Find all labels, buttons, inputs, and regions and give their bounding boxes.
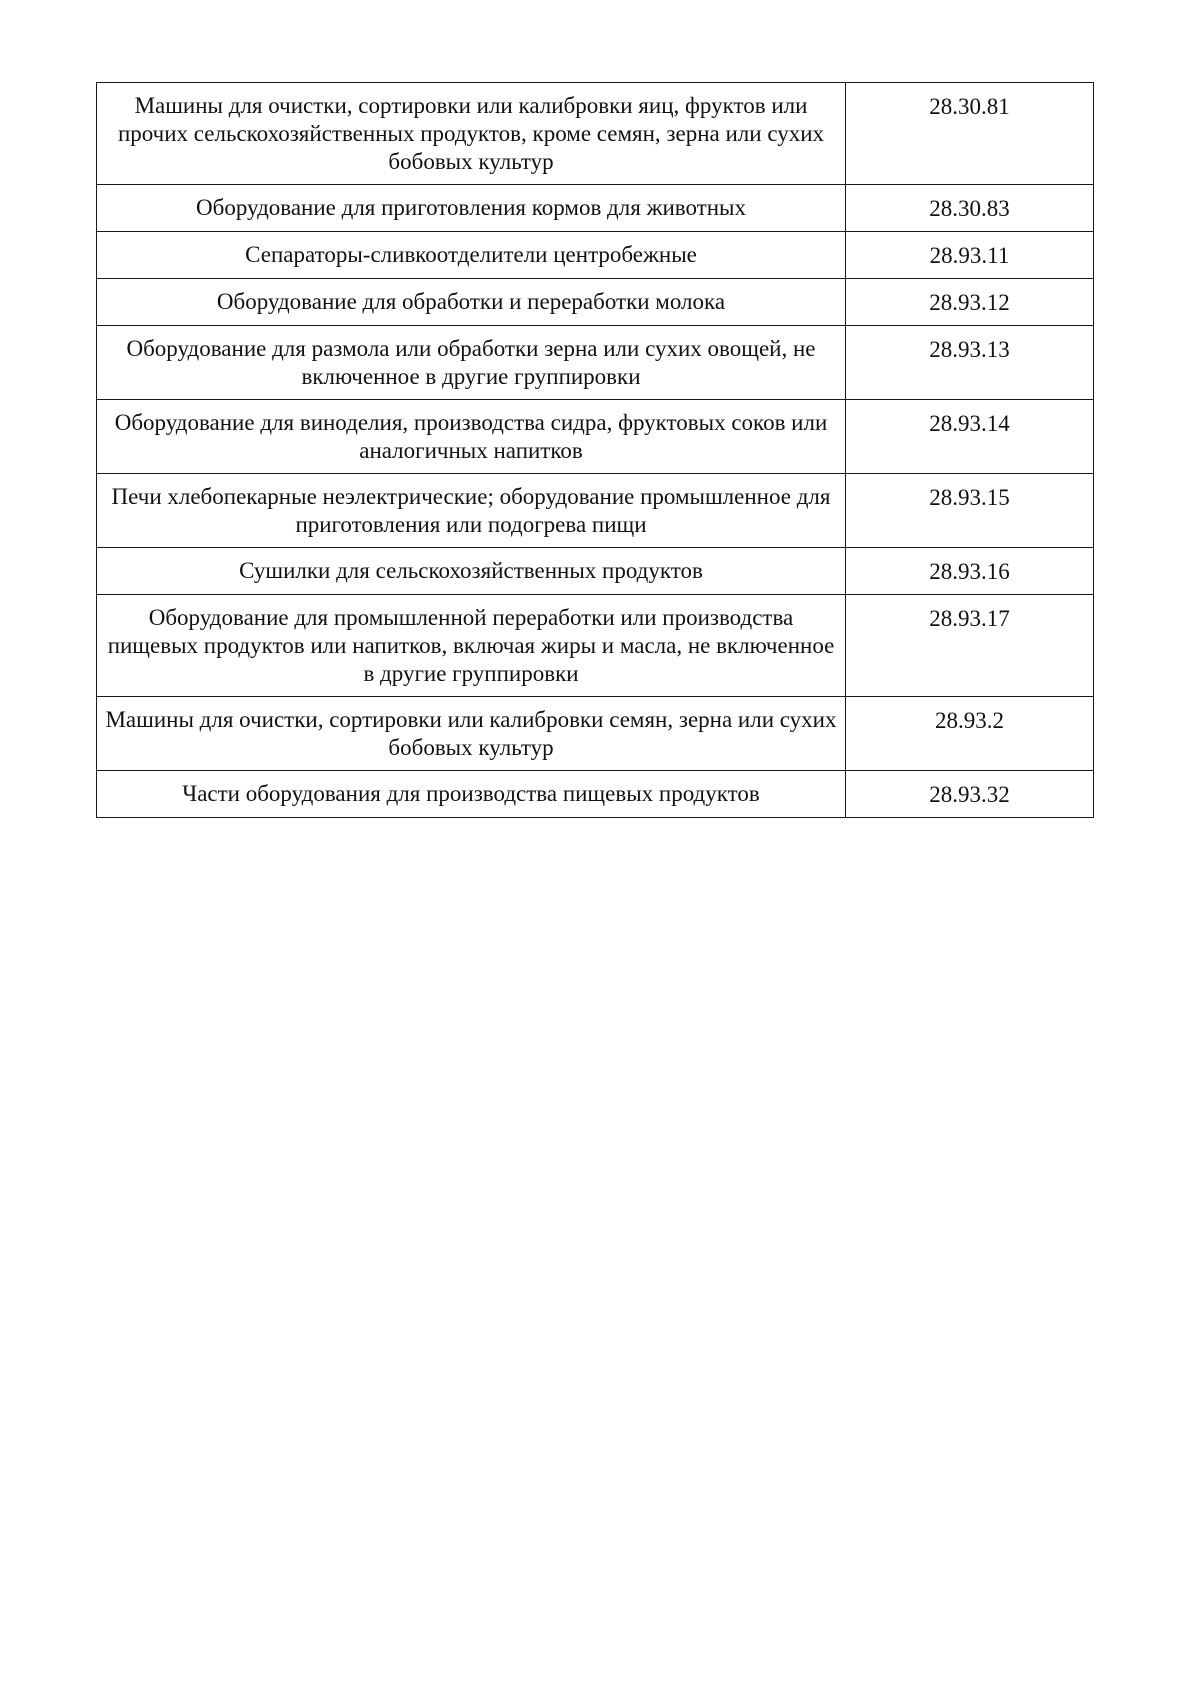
blank-page-area (0, 900, 1200, 1695)
row-name-cell: Машины для очистки, сортировки или калибровки семян, зерна или сухих бобовых культур (97, 697, 846, 771)
table-row (97, 232, 1094, 279)
table-row (97, 771, 1094, 818)
row-code-cell: 28.93.16 (846, 548, 1094, 595)
table-row (97, 595, 1094, 697)
row-name-cell: Печи хлебопекарные неэлектрические; оборудование промышленное для приготовления или подогрева пищи (97, 474, 846, 548)
table-row (97, 326, 1094, 400)
row-name-cell: Оборудование для виноделия, производства сидра, фруктовых соков или аналогичных напитков (97, 400, 846, 474)
table-row (97, 185, 1094, 232)
row-code-cell: 28.93.14 (846, 400, 1094, 474)
row-code-cell: 28.93.12 (846, 279, 1094, 326)
row-code-cell: 28.30.81 (846, 83, 1094, 185)
equipment-codes-table (96, 82, 1094, 818)
row-name-cell: Оборудование для промышленной переработки или производства пищевых продуктов или напитков, включая жиры и масла, не включенное в другие группировки (97, 595, 846, 697)
row-name-cell: Машины для очистки, сортировки или калибровки яиц, фруктов или прочих сельскохозяйственных продуктов, кроме семян, зерна или сухих бобовых культур (97, 83, 846, 185)
row-name-cell: Оборудование для приготовления кормов для животных (97, 185, 846, 232)
table-row (97, 697, 1094, 771)
row-code-cell: 28.93.15 (846, 474, 1094, 548)
table-row (97, 83, 1094, 185)
row-name-cell: Сушилки для сельскохозяйственных продуктов (97, 548, 846, 595)
row-code-cell: 28.93.11 (846, 232, 1094, 279)
row-name-cell: Сепараторы-сливкоотделители центробежные (97, 232, 846, 279)
row-code-cell: 28.93.17 (846, 595, 1094, 697)
row-code-cell: 28.93.2 (846, 697, 1094, 771)
row-code-cell: 28.93.32 (846, 771, 1094, 818)
row-name-cell: Оборудование для обработки и переработки молока (97, 279, 846, 326)
row-code-cell: 28.93.13 (846, 326, 1094, 400)
table-row (97, 279, 1094, 326)
row-name-cell: Оборудование для размола или обработки зерна или сухих овощей, не включенное в другие группировки (97, 326, 846, 400)
row-name-cell: Части оборудования для производства пищевых продуктов (97, 771, 846, 818)
table-row (97, 474, 1094, 548)
table-row (97, 548, 1094, 595)
table-row (97, 400, 1094, 474)
row-code-cell: 28.30.83 (846, 185, 1094, 232)
